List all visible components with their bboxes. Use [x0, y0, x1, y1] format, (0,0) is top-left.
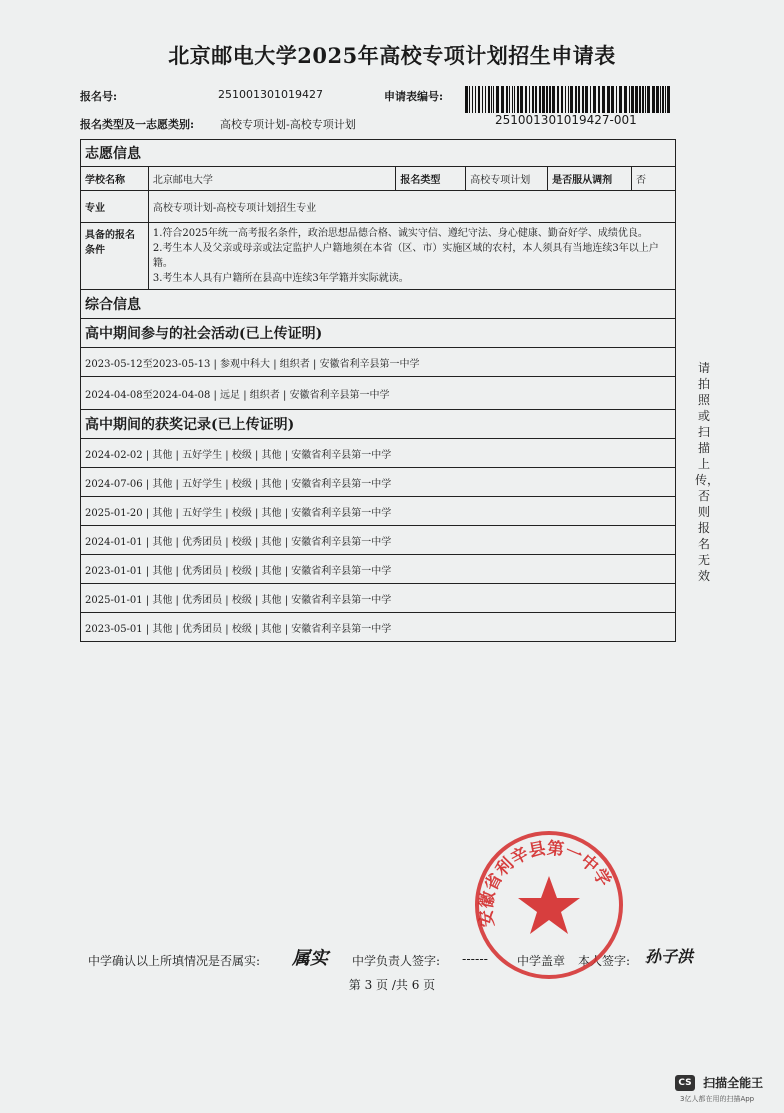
major-label: 专业 [81, 191, 149, 223]
barcode-bar [529, 86, 530, 113]
type-label: 报名类型及一志愿类别: [80, 118, 195, 131]
barcode-bar [565, 86, 566, 113]
page-number: 第 3 页 /共 6 页 [348, 978, 436, 992]
barcode-bar [639, 86, 641, 113]
barcode-bar [546, 86, 548, 113]
reg-no-row [80, 88, 117, 104]
barcode-bar [525, 86, 527, 113]
confirm-label: 中学确认以上所填情况是否属实: [88, 954, 261, 968]
barcode-bar [624, 86, 627, 113]
school-value: 北京邮电大学 [148, 167, 396, 191]
barcode-bar [647, 86, 650, 113]
barcode-bar [512, 86, 513, 113]
barcode-bar [482, 86, 483, 113]
barcode-bar [575, 86, 577, 113]
scanner-tagline: 3亿人都在用的扫描App [680, 1095, 755, 1103]
activities-title: 高中期间参与的社会活动(已上传证明) [81, 319, 676, 348]
scanner-logo-icon: CS [675, 1075, 695, 1091]
activity-row: 2024-04-08至2024-04-08 | 远足 | 组织者 | 安徽省利辛县第一中学 [81, 377, 676, 410]
scanner-name: 扫描全能王 [703, 1076, 764, 1090]
barcode-bar [542, 86, 545, 113]
barcode-bar [616, 86, 617, 113]
barcode-bar [656, 86, 659, 113]
barcode-bar [631, 86, 634, 113]
adjust-label: 是否服从调剂 [548, 167, 632, 191]
type-value: 高校专项计划-高校专项计划 [220, 118, 356, 131]
barcode-bar [517, 86, 519, 113]
barcode-bar [552, 86, 555, 113]
scanner-watermark [675, 1072, 763, 1091]
barcode-bar [665, 86, 666, 113]
condition-item: 3.考生本人具有户籍所在县高中连续3年学籍并实际就读。 [152, 273, 409, 284]
side-note: 请拍照或扫描上传，否则报名无效 [695, 361, 720, 583]
reg-type-value: 高校专项计划 [466, 167, 548, 191]
barcode-bar [635, 86, 638, 113]
barcode-bar [475, 86, 476, 113]
reg-type-label: 报名类型 [396, 167, 466, 191]
conditions-list [148, 223, 675, 290]
barcode-bar [469, 86, 470, 113]
app-no-label: 申请表编号: [384, 90, 444, 103]
barcode-bar [501, 86, 504, 113]
form-title: 北京邮电大学2025年高校专项计划招生申请表 [168, 43, 616, 68]
barcode-bar [535, 86, 537, 113]
barcode-bar [578, 86, 580, 113]
barcode-bar [667, 86, 670, 113]
barcode-bar [539, 86, 541, 113]
barcode-bar [568, 86, 569, 113]
barcode-bar [514, 86, 515, 113]
barcode-bar [472, 86, 473, 113]
barcode-bar [660, 86, 661, 113]
barcode-bar [465, 86, 468, 113]
award-row: 2023-05-01 | 其他 | 优秀团员 | 校级 | 其他 | 安徽省利辛县第一中学 [81, 613, 676, 642]
barcode-bar [549, 86, 551, 113]
barcode-bar [493, 86, 494, 113]
barcode-bar [509, 86, 510, 113]
award-row: 2023-01-01 | 其他 | 优秀团员 | 校级 | 其他 | 安徽省利辛县第一中学 [81, 555, 676, 584]
barcode-text: 251001301019427-001 [495, 113, 637, 127]
barcode-bar [506, 86, 508, 113]
award-row: 2024-07-06 | 其他 | 五好学生 | 校级 | 其他 | 安徽省利辛县第一中学 [81, 468, 676, 497]
barcode-bar [662, 86, 664, 113]
barcode-bar [582, 86, 584, 113]
barcode-bar [496, 86, 499, 113]
reg-no-value: 251001301019427 [218, 88, 323, 101]
barcode-bar [590, 86, 591, 113]
barcode-bar [629, 86, 630, 113]
seal-label: 中学盖章 [517, 954, 566, 968]
self-signature: 孙子洪 [645, 947, 694, 966]
barcode-bar [478, 86, 480, 113]
barcode-bar [585, 86, 588, 113]
adjust-value: 否 [632, 167, 676, 191]
barcode-bar [570, 86, 573, 113]
barcode-bar [532, 86, 534, 113]
wish-section-title: 志愿信息 [81, 140, 676, 167]
barcode-bar [607, 86, 610, 113]
summary-section-title: 综合信息 [81, 290, 676, 319]
award-row: 2025-01-01 | 其他 | 优秀团员 | 校级 | 其他 | 安徽省利辛县第一中学 [81, 584, 676, 613]
barcode-bar [652, 86, 655, 113]
barcode-bar [485, 86, 486, 113]
principal-dash: ------ [462, 952, 488, 966]
barcode-bar [561, 86, 563, 113]
conditions-label: 具备的报名条件 [81, 223, 149, 290]
self-sig-label: 本人签字: [578, 954, 631, 968]
barcode-bar [645, 86, 646, 113]
condition-item: 2.考生本人及父亲或母亲或法定监护人户籍地须在本省（区、市）实施区域的农村，本人须具有当地连续3年以上户籍。 [152, 243, 659, 269]
principal-label: 中学负责人签字: [352, 954, 441, 968]
barcode-bar [491, 86, 492, 113]
barcode-bar [488, 86, 490, 113]
activity-row: 2023-05-12至2023-05-13 | 参观中科大 | 组织者 | 安徽省利辛县第一中学 [81, 348, 676, 377]
award-row: 2024-01-01 | 其他 | 优秀团员 | 校级 | 其他 | 安徽省利辛县第一中学 [81, 526, 676, 555]
svg-text:安徽省利辛县第一中学: 安徽省利辛县第一中学 [476, 838, 615, 928]
awards-title: 高中期间的获奖记录(已上传证明) [81, 410, 676, 439]
major-value: 高校专项计划-高校专项计划招生专业 [148, 191, 675, 223]
school-label: 学校名称 [81, 167, 149, 191]
barcode-bar [598, 86, 600, 113]
barcode-bar [611, 86, 614, 113]
barcode-bar [520, 86, 523, 113]
reg-no-label: 报名号: [80, 90, 118, 103]
barcode-bar [619, 86, 622, 113]
award-row: 2024-02-02 | 其他 | 五好学生 | 校级 | 其他 | 安徽省利辛县第一中学 [81, 439, 676, 468]
barcode-bar [642, 86, 644, 113]
barcode-bar [557, 86, 559, 113]
application-table [80, 139, 676, 642]
barcode-bar [602, 86, 605, 113]
school-seal-stamp [472, 828, 626, 982]
condition-item: 1.符合2025年统一高考报名条件，政治思想品德合格、诚实守信、遵纪守法、身心健康、勤奋好学、成绩优良。 [152, 228, 648, 239]
barcode-image [465, 86, 673, 113]
barcode-bar [593, 86, 596, 113]
award-row: 2025-01-20 | 其他 | 五好学生 | 校级 | 其他 | 安徽省利辛县第一中学 [81, 497, 676, 526]
confirm-signature: 属实 [292, 948, 328, 969]
